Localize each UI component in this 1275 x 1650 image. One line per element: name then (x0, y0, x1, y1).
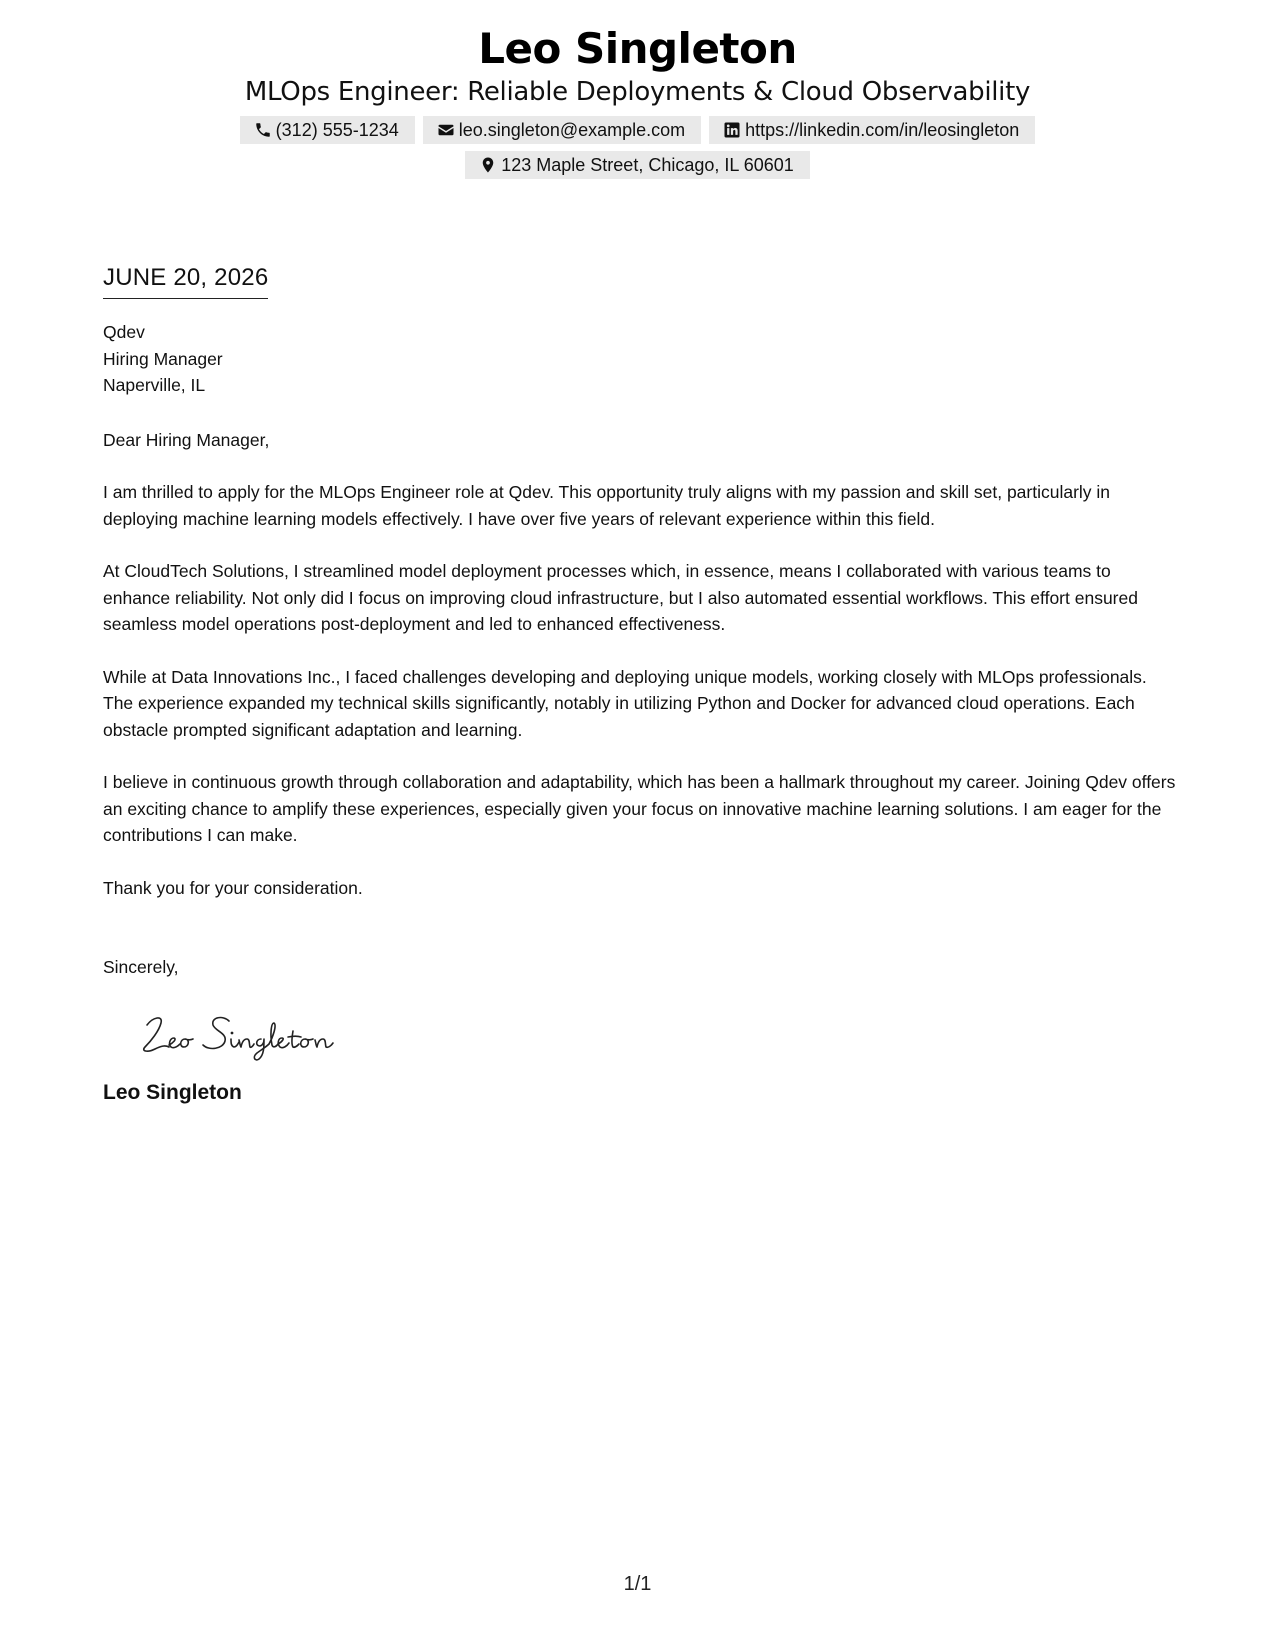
paragraph-4: I believe in continuous growth through collaboration and adaptability, which has been a hallmark throughout my career. Joining Qdev offers an exciting chance to amplify these experiences, especially given your focus on innovative machine learning solutions. I am eager for the contributions I can make. (103, 772, 1176, 845)
contact-phone[interactable] (240, 116, 415, 144)
linkedin-icon (723, 121, 741, 139)
phone-text: (312) 555-1234 (275, 120, 399, 140)
signoff: Sincerely, (103, 957, 179, 977)
recipient-title: Hiring Manager (103, 348, 223, 369)
letter-date: JUNE 20, 2026 (103, 262, 268, 299)
address-text: 123 Maple Street, Chicago, IL 60601 (501, 155, 794, 175)
contact-linkedin[interactable] (709, 116, 1035, 144)
paragraph-1: I am thrilled to apply for the MLOps Engineer role at Qdev. This opportunity truly aligns with my passion and skill set, particularly in deploying machine learning models effectively. I have over five years of relevant experience within this field. (103, 482, 1111, 529)
envelope-icon (437, 121, 455, 139)
recipient-block (103, 319, 1178, 399)
paragraph-3: While at Data Innovations Inc., I faced challenges developing and deploying unique models, working closely with MLOps professionals. The experience expanded my technical skills significantly, notably in utilizing Python and Docker for advanced cloud operations. Each obstacle prompted significant adaptation and learning. (103, 666, 1147, 740)
letter-header (0, 22, 1275, 179)
contact-address (465, 151, 810, 179)
contact-row-primary (0, 116, 1275, 144)
salutation: Dear Hiring Manager, (103, 429, 270, 450)
letter-body (103, 262, 1178, 1107)
paragraph-2: At CloudTech Solutions, I streamlined model deployment processes which, in essence, means I collaborated with various teams to enhance reliability. Not only did I focus on improving cloud infrastructure, but I also automated essential workflows. This effort ensured seamless model operations post-deployment and led to enhanced effectiveness. (103, 561, 1138, 634)
phone-icon (254, 121, 272, 139)
recipient-location: Naperville, IL (103, 375, 206, 395)
signer-name: Leo Singleton (103, 1080, 242, 1104)
handwritten-signature (133, 1007, 343, 1065)
email-text: leo.singleton@example.com (458, 120, 686, 140)
contact-row-secondary (0, 151, 1275, 179)
closing-line: Thank you for your consideration. (103, 877, 363, 898)
applicant-headline: MLOps Engineer: Reliable Deployments & Cloud Observability (244, 77, 1031, 107)
page-number: 1/1 (623, 1573, 652, 1595)
linkedin-text: https://linkedin.com/in/leosingleton (745, 120, 1020, 140)
map-pin-icon (479, 156, 497, 174)
applicant-name: Leo Singleton (478, 24, 797, 73)
signature (133, 1007, 343, 1065)
recipient-company: Qdev (103, 322, 145, 342)
contact-email[interactable] (423, 116, 701, 144)
